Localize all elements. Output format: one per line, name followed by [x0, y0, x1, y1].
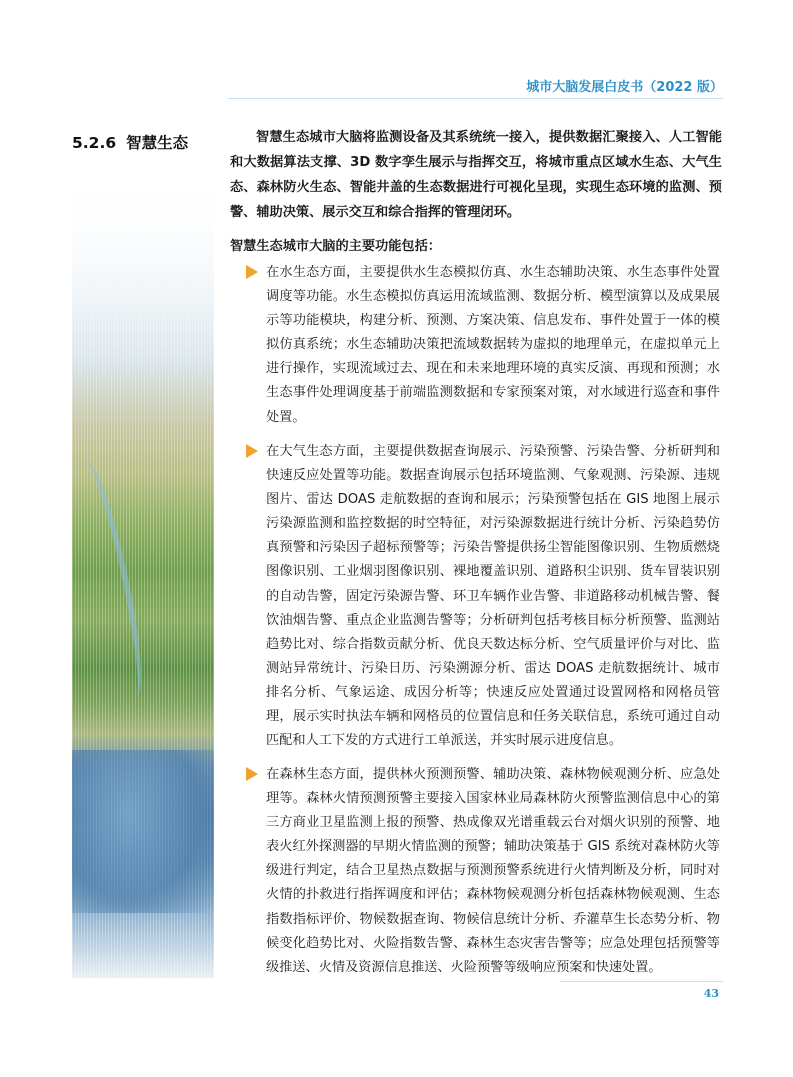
- list-item-text: 在大气生态方面，主要提供数据查询展示、污染预警、污染告警、分析研判和快速反应处置等功能。数据查询展示包括环境监测、气象观测、污染源、违规图片、雷达 DOAS 走航数据的查询和展示；污染预警包括在 GIS 地图上展示污染源监测和监控数据的时空特征，对污染源数据进行统计分析、污染趋势仿真预警和污染因子超标预警等；污染告警提供扬尘智能图像识别、生物质燃烧图像识别、工业烟羽图像识别、裸地覆盖识别、道路积尘识别、货车冒装识别的自动告警，固定污染源告警、环卫车辆作业告警、非道路移动机械告警、餐饮油烟告警、重点企业监测告警等；分析研判包括考核目标分析预警、监测站趋势比对、综合指数贡献分析、优良天数达标分析、空气质量评价与对比、监测站异常统计、污染日历、污染溯源分析、雷达 DOAS 走航数据统计、城市排名分析、气象运途、成因分析等；快速反应处置通过设置网格和网格员管理，展示实时执法车辆和网格员的位置信息和任务关联信息，系统可通过自动匹配和人工下发的方式进行工单派送，并实时展示进度信息。: [266, 444, 720, 749]
- triangle-bullet-icon: [246, 444, 258, 458]
- lake-shape: [72, 750, 214, 913]
- list-intro: 智慧生态城市大脑的主要功能包括：: [230, 239, 441, 254]
- list-item-air-ecology: [248, 440, 720, 753]
- river-shape: [72, 456, 153, 702]
- triangle-bullet-icon: [246, 767, 258, 781]
- list-item-text: 在水生态方面，主要提供水生态模拟仿真、水生态辅助决策、水生态事件处置调度等功能。水生态模拟仿真运用流域监测、数据分析、模型演算以及成果展示等功能模块，构建分析、预测、方案决策、信息发布、事件处置于一体的模拟仿真系统；水生态辅助决策把流域数据转为虚拟的地理单元，在虚拟单元上进行操作，实现流域过去、现在和未来地理环境的真实反演、再现和预测；水生态事件处理调度基于前端监测数据和专家预案对策，对水域进行巡查和事件处置。: [266, 265, 720, 425]
- landscape-illustration: [72, 164, 214, 978]
- section-heading: [72, 131, 188, 153]
- footer-divider: [560, 981, 723, 982]
- intro-paragraph: 智慧生态城市大脑将监测设备及其系统统一接入，提供数据汇聚接入、人工智能和大数据算法支撑、3D 数字孪生展示与指挥交互，将城市重点区域水生态、大气生态、森林防火生态、智能井盖的生态数据进行可视化呈现，实现生态环境的监测、预警、辅助决策、展示交互和综合指挥的管理闭环。: [230, 130, 722, 220]
- triangle-bullet-icon: [246, 265, 258, 279]
- list-item-forest-ecology: [248, 763, 720, 980]
- section-number: 5.2.6: [72, 134, 117, 152]
- section-title: 智慧生态: [126, 134, 189, 152]
- page-number: 43: [703, 987, 719, 1000]
- list-item-water-ecology: [248, 261, 720, 430]
- list-item-text: 在森林生态方面，提供林火预测预警、辅助决策、森林物候观测分析、应急处理等。森林火情预测预警主要接入国家林业局森林防火预警监测信息中心的第三方商业卫星监测上报的预警、热成像双光谱重载云台对烟火识别的预警、地表火红外探测器的早期火情监测的预警；辅助决策基于 GIS 系统对森林防火等级进行判定，结合卫星热点数据与预测预警系统进行火情判断及分析，同时对火情的扑救进行指挥调度和评估；森林物候观测分析包括森林物候观测、生态指数指标评价、物候数据查询、物候信息统计分析、乔灌草生长态势分析、物候变化趋势比对、火险指数告警、森林生态灾害告警等；应急处理包括预警等级推送、火情及资源信息推送、火险预警等级响应预案和快速处置。: [266, 767, 720, 975]
- header-divider: [228, 98, 723, 99]
- header-title: 城市大脑发展白皮书（2022 版）: [526, 80, 723, 95]
